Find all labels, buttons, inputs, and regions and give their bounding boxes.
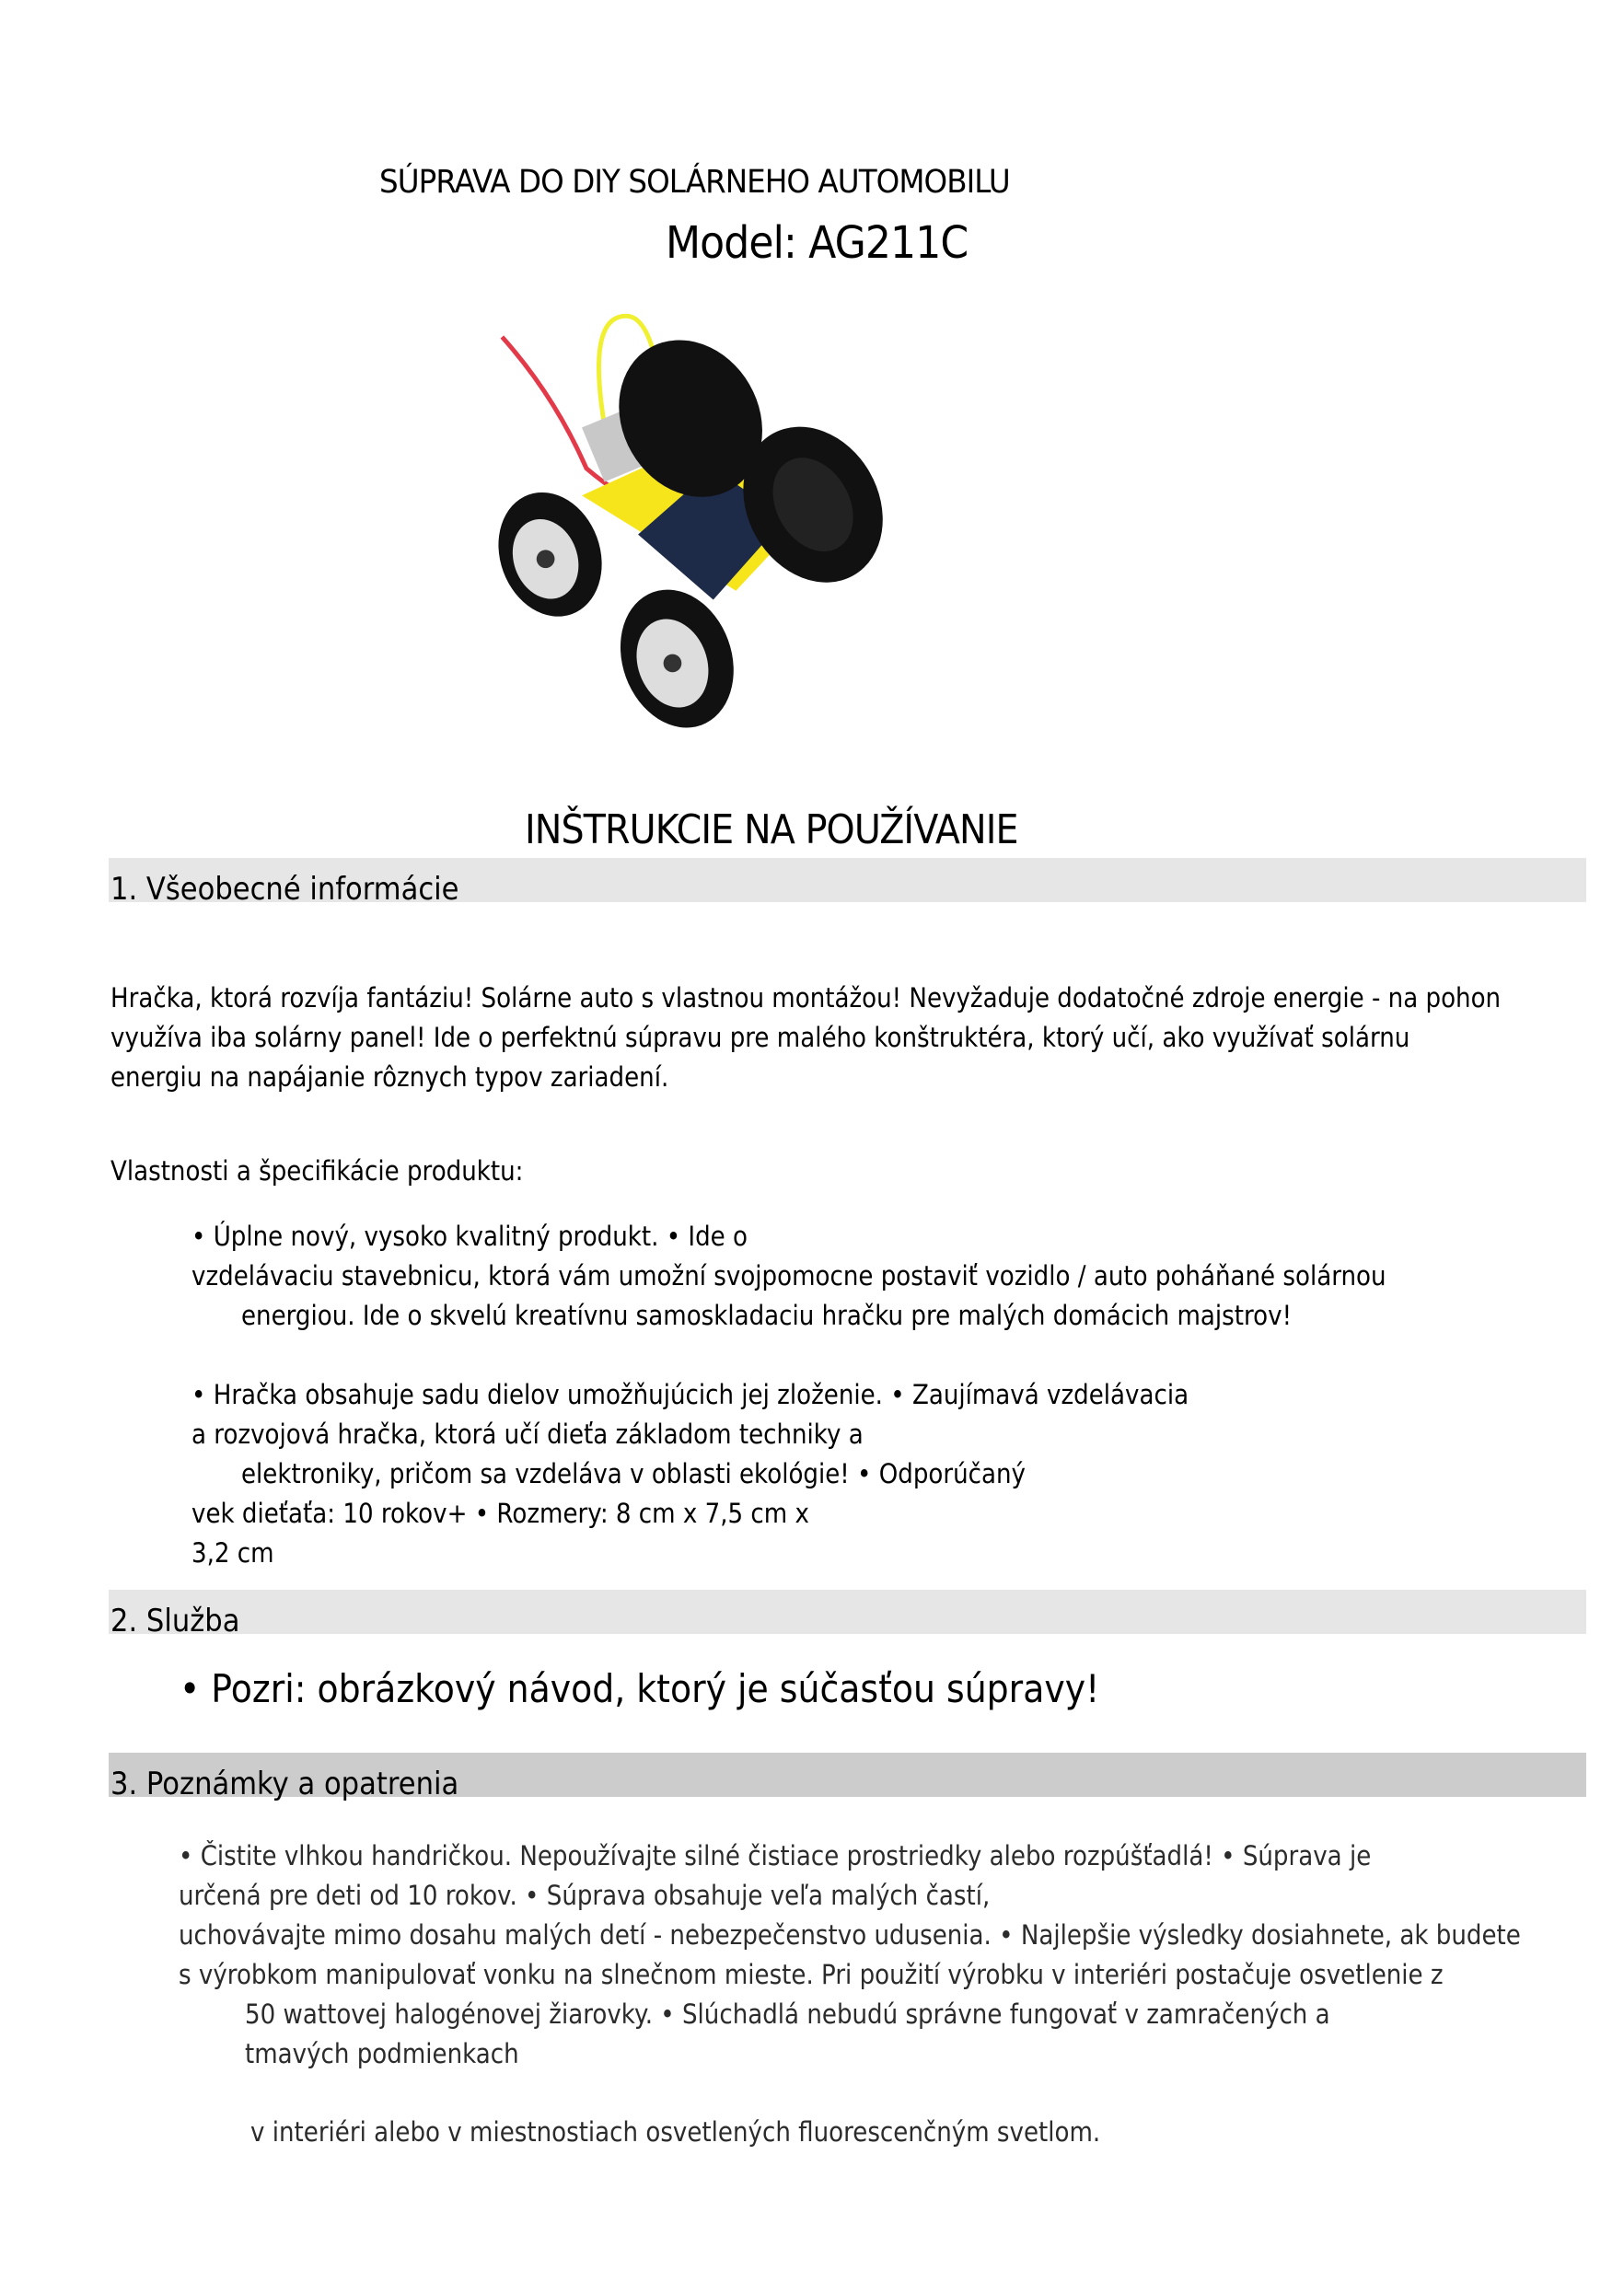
section-1-heading: 1. Všeobecné informácie — [110, 871, 459, 908]
section-3-heading: 3. Poznámky a opatrenia — [110, 1766, 459, 1802]
intro-line: energiu na napájanie rôznych typov zariadení. — [110, 1061, 669, 1093]
feature-line: • Hračka obsahuje sadu dielov umožňujúcich jej zloženie. • Zaujímavá vzdelávacia — [191, 1379, 1189, 1410]
note-line: s výrobkom manipulovať vonku na slnečnom mieste. Pri použití výrobku v interiéri postačuje osvetlenie z — [179, 1959, 1444, 1990]
service-note: • Pozri: obrázkový návod, ktorý je súčasťou súpravy! — [180, 1666, 1100, 1711]
instructions-title: INŠTRUKCIE NA POUŽÍVANIE — [525, 806, 1018, 853]
features-block-1 — [191, 1217, 1386, 1336]
note-line: 50 wattovej halogénovej žiarovky. • Slúchadlá nebudú správne fungovať v zamračených a — [245, 1998, 1330, 2030]
product-image — [445, 278, 1190, 749]
features-block-2 — [191, 1375, 1189, 1573]
intro-line: využíva iba solárny panel! Ide o perfektnú súpravu pre malého konštruktéra, ktorý učí, ako využívať solárnu — [110, 1022, 1410, 1053]
note-line: uchovávajte mimo dosahu malých detí - nebezpečenstvo udusenia. • Najlepšie výsledky dosiahnete, ak budete — [179, 1919, 1521, 1951]
feature-line: energiou. Ide o skvelú kreatívnu samoskladaciu hračku pre malých domácich majstrov! — [241, 1300, 1293, 1331]
feature-line: • Úplne nový, vysoko kvalitný produkt. • Ide o — [191, 1221, 748, 1252]
intro-paragraph — [110, 979, 1501, 1097]
feature-line: a rozvojová hračka, ktorá učí dieťa základom techniky a — [191, 1419, 864, 1450]
intro-line: Hračka, ktorá rozvíja fantáziu! Solárne auto s vlastnou montážou! Nevyžaduje dodatočné zdroje energie - na pohon — [110, 982, 1502, 1014]
note-line: určená pre deti od 10 rokov. • Súprava obsahuje veľa malých častí, — [179, 1880, 991, 1911]
feature-line: vek dieťaťa: 10 rokov+ • Rozmery: 8 cm x 7,5 cm x — [191, 1498, 809, 1529]
features-label: Vlastnosti a špecifikácie produktu: — [110, 1155, 524, 1187]
feature-line: vzdelávaciu stavebnicu, ktorá vám umožní svojpomocne postaviť vozidlo / auto poháňané solárnou — [191, 1260, 1386, 1292]
section-2-heading: 2. Služba — [110, 1603, 240, 1639]
model-number: Model: AG211C — [666, 217, 969, 269]
note-line: tmavých podmienkach — [245, 2038, 519, 2069]
kit-title: SÚPRAVA DO DIY SOLÁRNEHO AUTOMOBILU — [379, 164, 1010, 201]
note-line: • Čistite vlhkou handričkou. Nepoužívajte silné čistiace prostriedky alebo rozpúšťadlá! • Súprava je — [179, 1840, 1372, 1871]
feature-line: elektroniky, pričom sa vzdeláva v oblasti ekológie! • Odporúčaný — [241, 1458, 1027, 1489]
notes-last-line: v interiéri alebo v miestnostiach osvetlených fluorescenčným svetlom. — [250, 2116, 1101, 2148]
notes-paragraph — [179, 1836, 1521, 2074]
feature-line: 3,2 cm — [191, 1537, 274, 1569]
section-2-band — [109, 1590, 1586, 1634]
